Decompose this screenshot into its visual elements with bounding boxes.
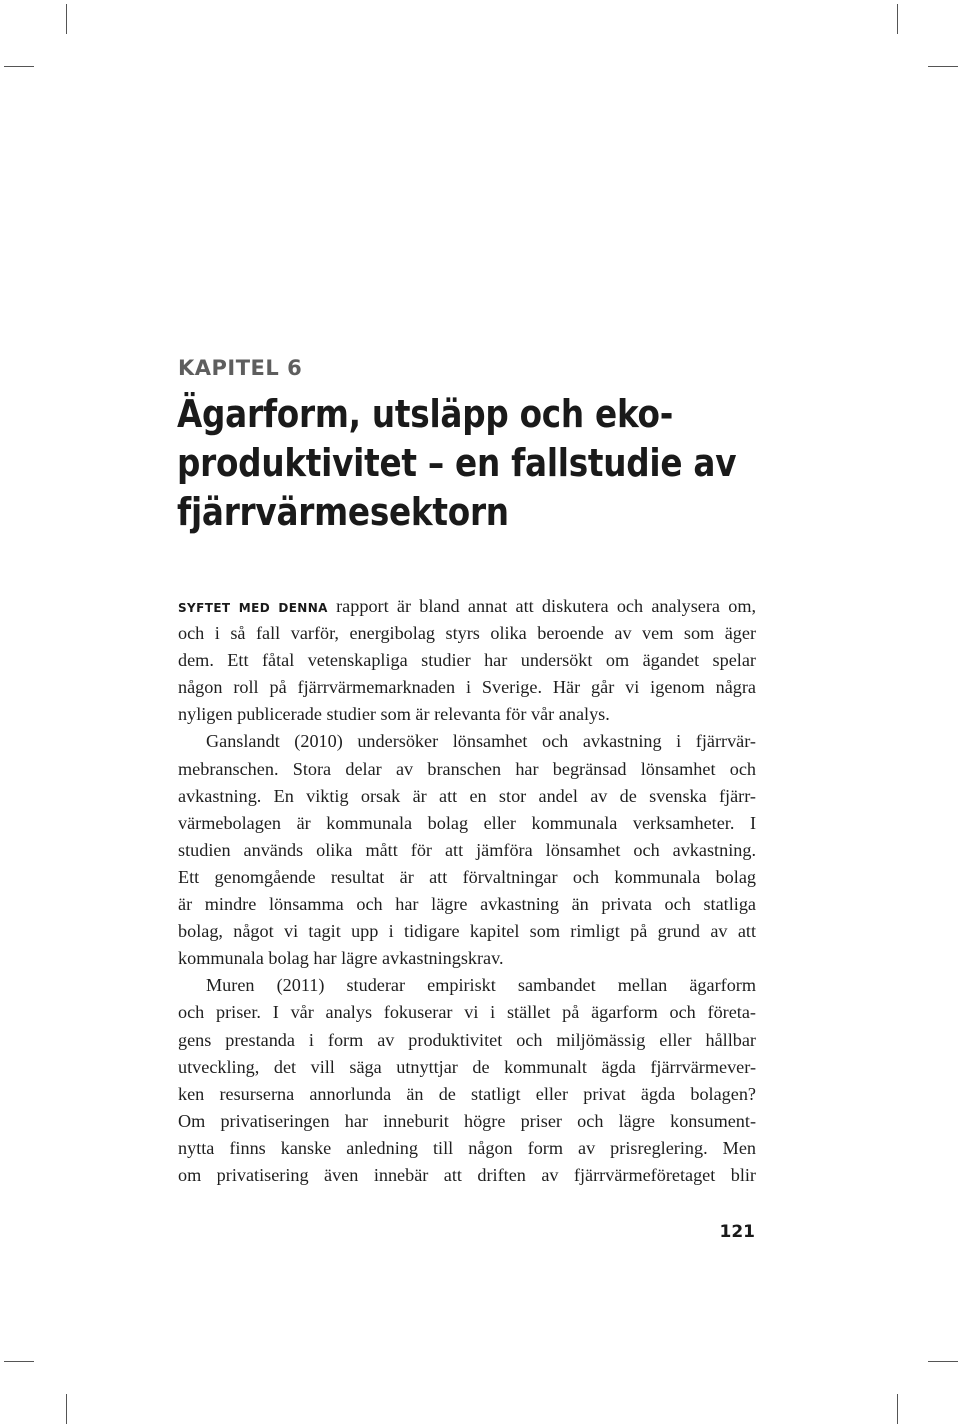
body-line: utveckling, det vill säga utnyttjar de kommunalt ägda fjärrvärmever-	[178, 1056, 756, 1077]
body-line: mebranschen. Stora delar av branschen har begränsad lönsamhet och	[178, 758, 756, 779]
body-line: är mindre lönsamma och har lägre avkastning än privata och statliga	[178, 894, 756, 915]
body-line: någon roll på fjärrvärmemarknaden i Sverige. Här går vi igenom några	[178, 677, 756, 698]
body-line: om privatisering även innebär att driften av fjärrvärmeföretaget blir	[178, 1164, 756, 1185]
body-line: nyligen publicerade studier som är relevanta för vår analys.	[178, 704, 610, 725]
body-line: bolag, något vi tagit upp i tidigare kapitel som rimligt på grund av att	[178, 921, 756, 942]
body-line: dem. Ett fåtal vetenskapliga studier har undersökt om ägandet spelar	[178, 650, 756, 671]
chapter-title-line: produktivitet – en fallstudie av	[177, 441, 737, 485]
body-line: och i så fall varför, energibolag styrs olika beroende av vem som äger	[178, 623, 756, 644]
crop-mark-top-left-horizontal	[4, 66, 34, 67]
body-line: Ett genomgående resultat är att förvaltningar och kommunala bolag	[178, 866, 756, 887]
chapter-title	[177, 390, 737, 537]
body-line: Ganslandt (2010) undersöker lönsamhet och avkastning i fjärrvär-	[206, 731, 756, 752]
body-text	[178, 593, 756, 1189]
crop-mark-top-right-vertical	[897, 4, 898, 34]
body-line: värmebolagen är kommunala bolag eller kommunala verksamheter. I	[178, 812, 756, 833]
body-line: ken resurserna annorlunda än de statligt eller privat ägda bolagen?	[178, 1083, 756, 1104]
body-line	[178, 593, 756, 620]
first-line-rest: rapport är bland annat att diskutera och analysera om,	[336, 596, 757, 616]
body-line: avkastning. En viktig orsak är att en stor andel av de svenska fjärr-	[178, 785, 756, 806]
crop-mark-top-right-horizontal	[928, 66, 958, 67]
page-number: 121	[719, 1222, 755, 1242]
lead-in: SYFTET MED DENNA	[178, 601, 328, 615]
body-line: gens prestanda i form av produktivitet och miljömässig eller hållbar	[178, 1029, 756, 1050]
body-line: och priser. I vår analys fokuserar vi i stället på ägarform och företa-	[178, 1002, 756, 1023]
crop-mark-bottom-left-horizontal	[4, 1361, 34, 1362]
chapter-title-line: fjärrvärmesektorn	[177, 490, 509, 534]
body-line: Om privatiseringen har inneburit högre priser och lägre konsument-	[178, 1110, 756, 1131]
crop-mark-bottom-right-vertical	[897, 1394, 898, 1424]
crop-mark-bottom-right-horizontal	[928, 1361, 958, 1362]
crop-mark-top-left-vertical	[66, 4, 67, 34]
body-line: studien används olika mått för att jämföra lönsamhet och avkastning.	[178, 839, 756, 860]
chapter-title-line: Ägarform, utsläpp och eko-	[177, 392, 674, 436]
chapter-label: KAPITEL 6	[178, 356, 303, 380]
body-line: nytta finns kanske anledning till någon form av prisreglering. Men	[178, 1137, 756, 1158]
crop-mark-bottom-left-vertical	[66, 1394, 67, 1424]
body-line: Muren (2011) studerar empiriskt sambandet mellan ägarform	[206, 975, 756, 996]
body-line: kommunala bolag har lägre avkastningskrav.	[178, 948, 504, 969]
